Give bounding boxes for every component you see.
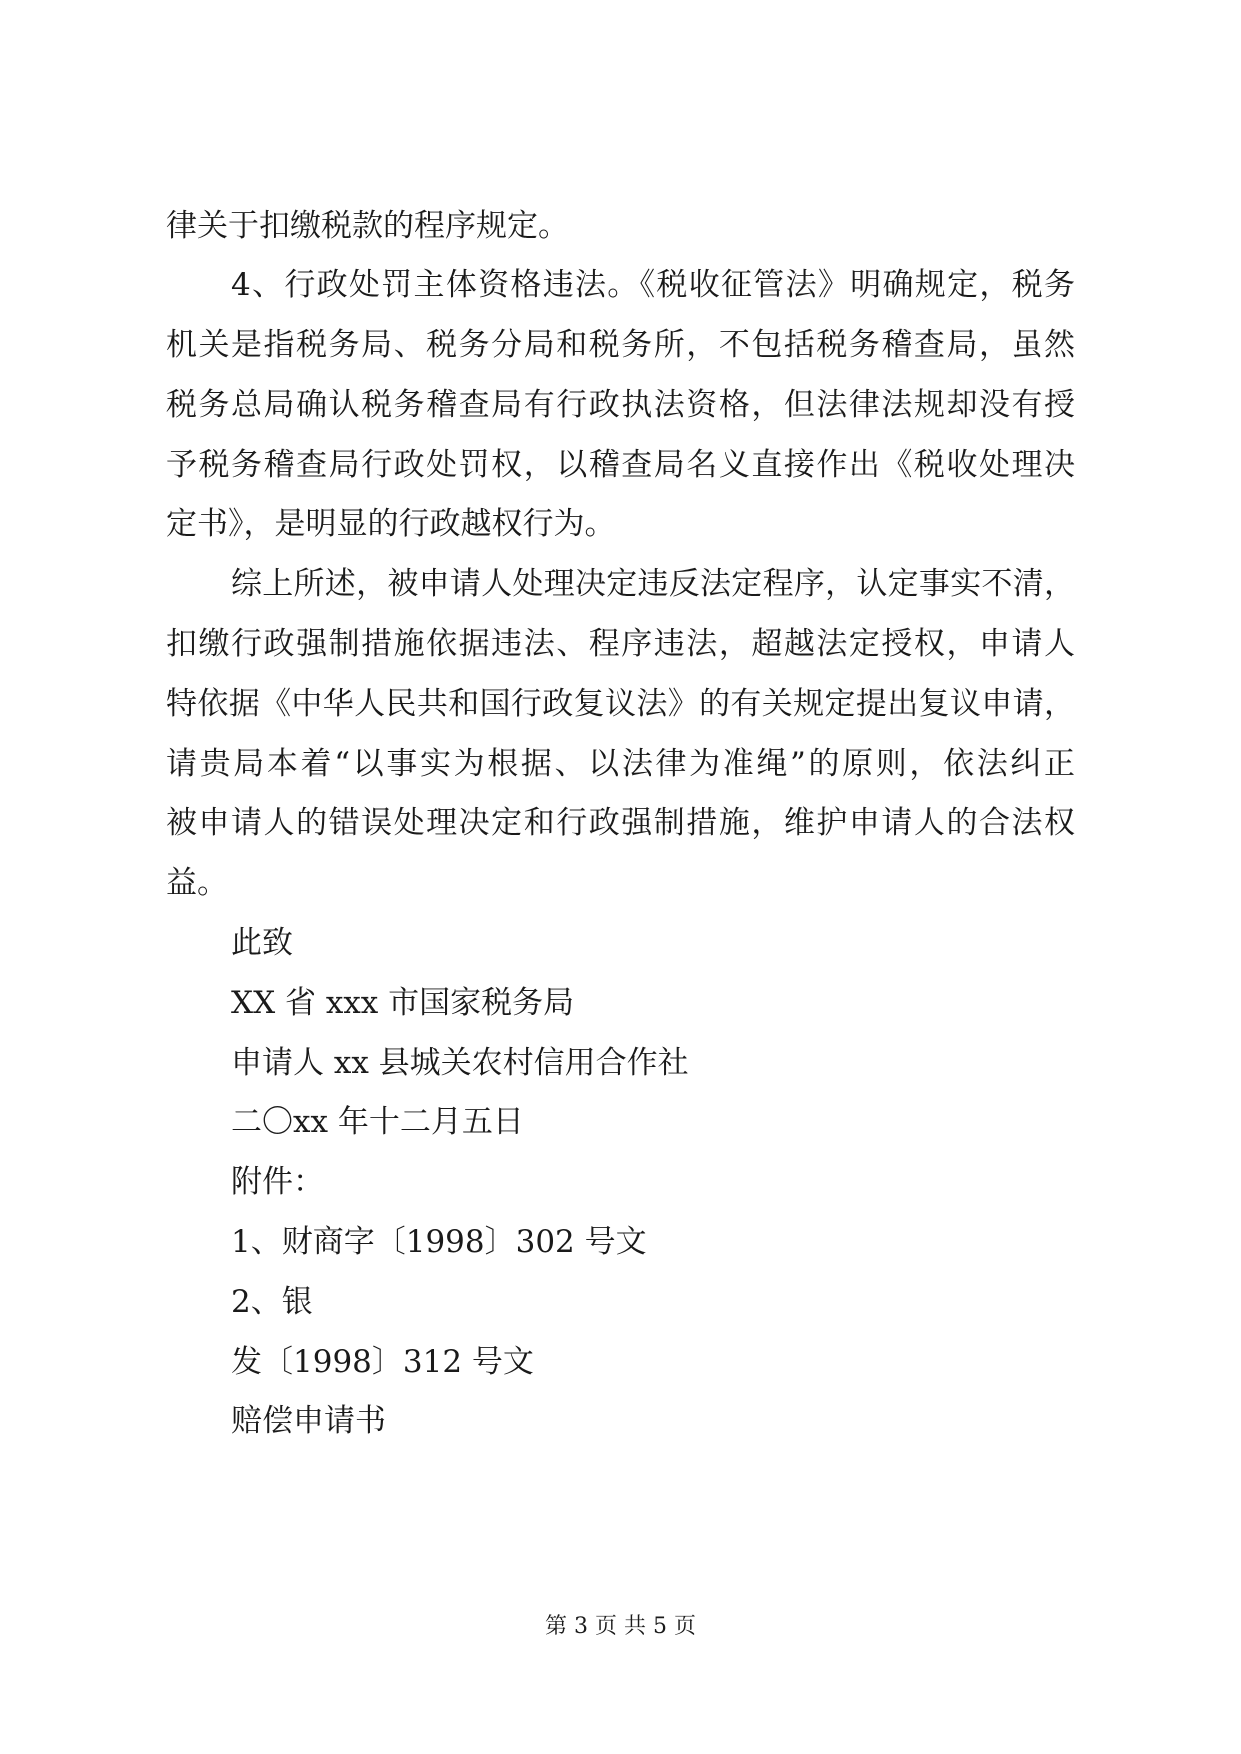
applicant: 申请人 xx 县城关农村信用合作社 (231, 1045, 689, 1081)
attachment-item: 发〔1998〕312 号文 (231, 1344, 534, 1380)
attachment-item: 2、银 (231, 1284, 313, 1320)
paragraph-line: 请贵局本着“以事实为根据、以法律为准绳”的原则，依法纠正 (166, 746, 1075, 782)
paragraph-line: 律关于扣缴税款的程序规定。 (166, 208, 569, 244)
paragraph-line: 特依据《中华人民共和国行政复议法》的有关规定提出复议申请， (166, 686, 1075, 722)
paragraph-line: 机关是指税务局、税务分局和税务所，不包括税务稽查局，虽然 (166, 327, 1075, 363)
attachment-item: 1、财商字〔1998〕302 号文 (231, 1224, 647, 1260)
paragraph-line: 益。 (166, 865, 228, 901)
paragraph-line: 4、行政处罚主体资格违法。《税收征管法》明确规定，税务 (231, 267, 1075, 303)
paragraph-line: 定书》，是明显的行政越权行为。 (166, 506, 616, 542)
section-heading: 赔偿申请书 (231, 1403, 386, 1439)
salutation: 此致 (231, 925, 293, 961)
recipient: XX 省 xxx 市国家税务局 (231, 985, 575, 1021)
paragraph-line: 综上所述，被申请人处理决定违反法定程序，认定事实不清， (231, 566, 1075, 602)
paragraph-line: 被申请人的错误处理决定和行政强制措施，维护申请人的合法权 (166, 805, 1075, 841)
paragraph-line: 扣缴行政强制措施依据违法、程序违法，超越法定授权，申请人 (166, 626, 1075, 662)
paragraph-line: 予税务稽查局行政处罚权，以稽查局名义直接作出《税收处理决 (166, 447, 1075, 483)
page-number-footer: 第 3 页 共 5 页 (545, 1614, 696, 1639)
attachments-heading: 附件： (231, 1164, 324, 1200)
paragraph-line: 税务总局确认税务稽查局有行政执法资格，但法律法规却没有授 (166, 387, 1075, 423)
date: 二〇xx 年十二月五日 (231, 1104, 524, 1140)
